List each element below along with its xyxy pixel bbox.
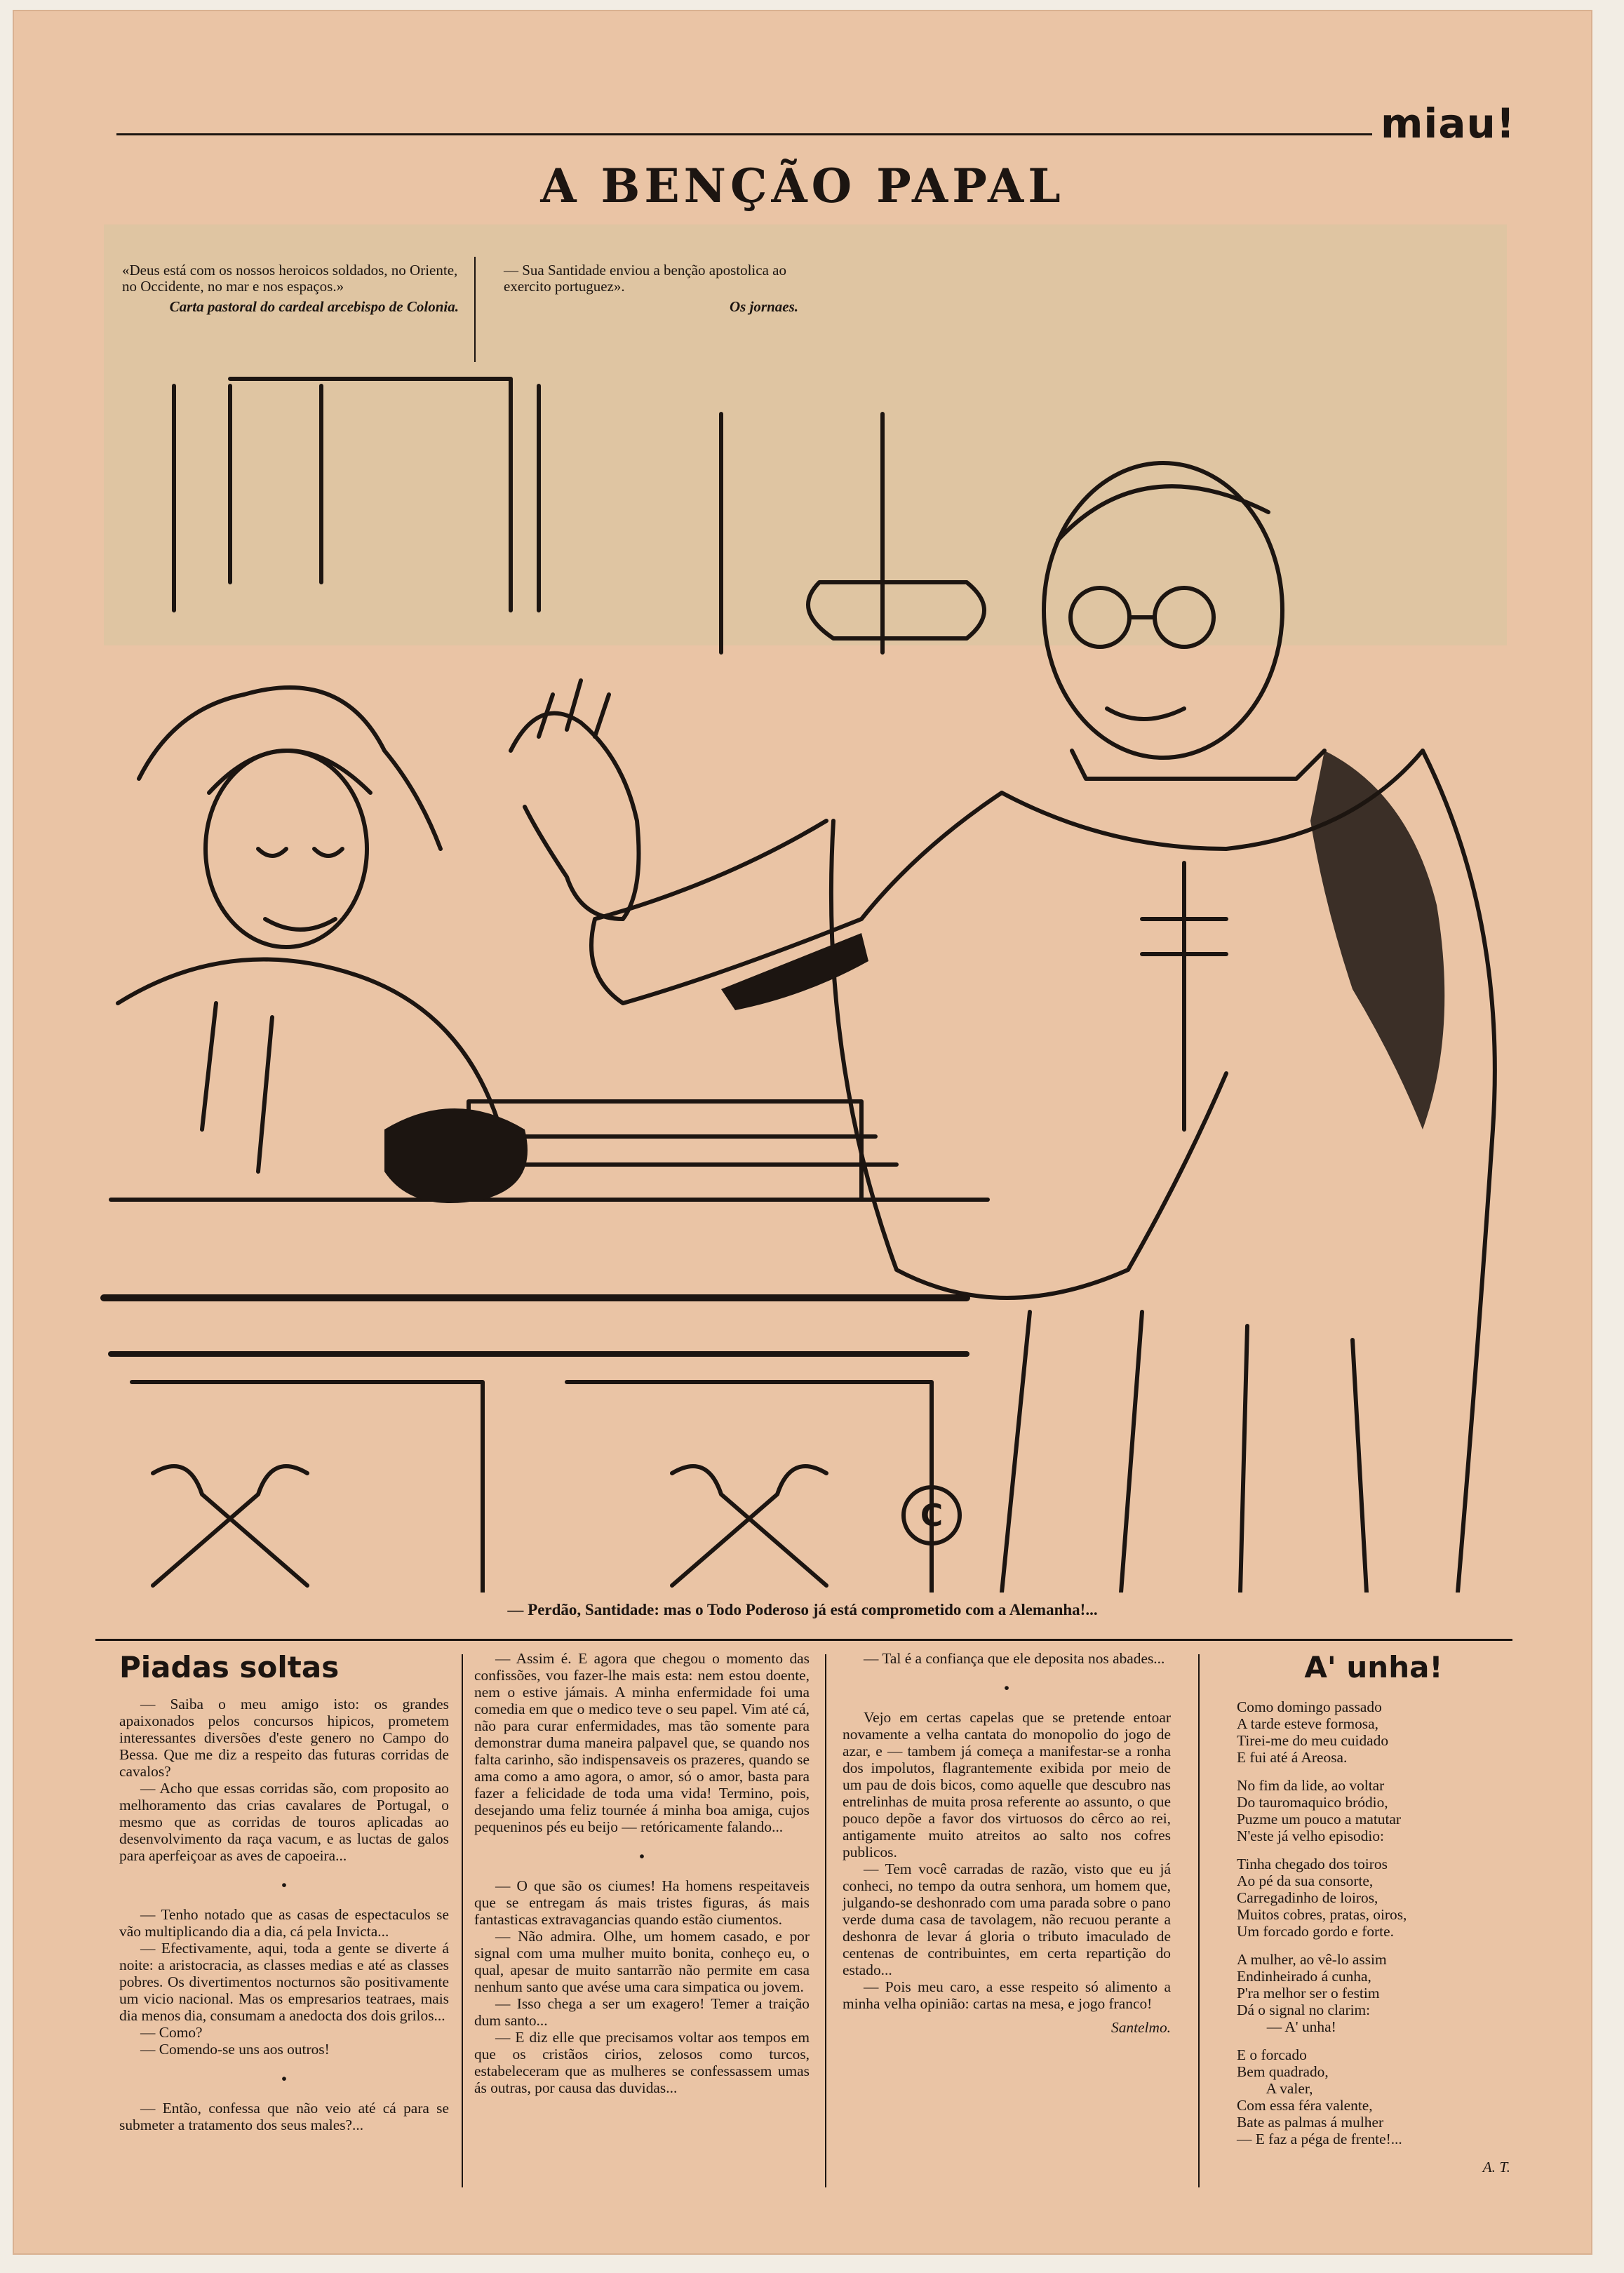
piada-paragraph: — Pois meu caro, a esse respeito só alimento a minha velha opinião: cartas na mesa, e jogo franco! xyxy=(843,1978,1171,2012)
poem-line: Tirei-me do meu cuidado xyxy=(1237,1732,1389,1749)
epigraph-left-text: «Deus está com os nossos heroicos soldados, no Oriente, no Occidente, no mar e nos espaços.» xyxy=(122,262,458,295)
poem-line: Tinha chegado dos toiros xyxy=(1237,1856,1388,1872)
poem-line: Endinheirado á cunha, xyxy=(1237,1968,1371,1985)
epigraph-right-text: — Sua Santidade enviou a benção apostolica ao exercito portuguez». xyxy=(504,262,786,295)
piada-paragraph: — Como? xyxy=(140,2024,203,2041)
poem-line: Do tauromaquico bródio, xyxy=(1237,1794,1388,1811)
poem-line: Bate as palmas á mulher xyxy=(1237,2114,1384,2131)
section-separator-star: • xyxy=(281,1877,287,1893)
piada-paragraph: — Tal é a confiança que ele deposita nos abades... xyxy=(864,1650,1165,1667)
poem-title: A' unha! xyxy=(1304,1650,1443,1684)
poem-line: A mulher, ao vê-lo assim xyxy=(1237,1951,1387,1968)
piada-paragraph: — Efectivamente, aqui, toda a gente se diverte á noite: a aristocracia, as classes medias e até as classes pobres. Os divertimentos nocturnos são positivamente um vicio nacional. Mas os empresarios teatraes, mais dia menos dia, consumam a anedocta dos dois grilos... xyxy=(119,1940,449,2024)
poem-line: P'ra melhor ser o festim xyxy=(1237,1985,1380,2002)
newspaper-page xyxy=(13,10,1592,2255)
page-title: A BENÇÃO PAPAL xyxy=(540,159,1065,213)
piada-paragraph: — E diz elle que precisamos voltar aos tempos em que os cristãos cirios, zelosos como turcos, estabeleceram que as mulheres se confessassem umas ás outras, por causa das duvidas... xyxy=(474,2029,810,2096)
column-3 xyxy=(843,1650,1171,2036)
piada-paragraph: — Tem você carradas de razão, visto que eu já conheci, no tempo da outra senhora, um homem que, julgando-se deshonrado com uma parada sobre o pano verde duma casa de tavolagem, não recuou perante a deshonra de levar á gloria o tributo imaculado de centenas de contribuintes, em certa repartição do estado... xyxy=(843,1860,1171,1978)
column-1 xyxy=(119,1650,449,2133)
piada-paragraph: — Acho que essas corridas são, com proposito ao melhoramento das crias cavalares de Portugal, o mesmo que as corridas de touros aplicadas ao desenvolvimento da raça vacum, e as luctas de galos para aperfeiçoar as aves de capoeira... xyxy=(119,1780,449,1864)
poem-line: Como domingo passado xyxy=(1237,1698,1382,1715)
piada-paragraph: — Isso chega a ser um exagero! Temer a traição dum santo... xyxy=(474,1995,810,2029)
piadas-signature: Santelmo. xyxy=(1111,2019,1171,2036)
poem-stanza xyxy=(1237,1698,1510,1766)
masthead-brand: miau! xyxy=(1381,100,1516,147)
poem-line: No fim da lide, ao voltar xyxy=(1237,1777,1385,1794)
poem-line: Carregadinho de loiros, xyxy=(1237,1889,1378,1906)
column-separator xyxy=(825,1654,826,2187)
poem-signature: A. T. xyxy=(1482,2159,1510,2175)
cartoon-caption: — Perdão, Santidade: mas o Todo Poderoso já está comprometido com a Alemanha!... xyxy=(507,1601,1098,1618)
poem-stanza xyxy=(1237,2046,1510,2147)
poem-line: Ao pé da sua consorte, xyxy=(1237,1872,1374,1889)
poem-line: Um forcado gordo e forte. xyxy=(1237,1923,1394,1940)
poem-line: — A' unha! xyxy=(1237,2018,1336,2035)
piada-paragraph: — Saiba o meu amigo isto: os grandes apaixonados pelos concursos hipicos, prometem interessantes diversões d'este genero no Campo do Bessa. Que me diz a respeito das futuras corridas de cavalos? xyxy=(119,1696,449,1780)
section-separator-star: • xyxy=(281,2070,287,2087)
poem-line: Com essa féra valente, xyxy=(1237,2097,1373,2114)
piada-paragraph: — Então, confessa que não veio até cá para se submeter a tratamento dos seus males?... xyxy=(119,2100,449,2133)
piada-paragraph: — Tenho notado que as casas de espectaculos se vão multiplicando dia a dia, cá pela Invicta... xyxy=(119,1906,449,1940)
poem-line: E o forcado xyxy=(1237,2046,1307,2063)
epigraph-left xyxy=(122,262,459,315)
epigraph-right xyxy=(504,262,798,315)
column-separator xyxy=(1198,1654,1200,2187)
poem-stanza xyxy=(1237,1951,1510,2035)
poem-line: Puzme um pouco a matutar xyxy=(1237,1811,1402,1828)
column-separator xyxy=(462,1654,463,2187)
quote-separator xyxy=(474,257,476,362)
piadas-title: Piadas soltas xyxy=(119,1650,340,1684)
section-separator-star: • xyxy=(1004,1679,1009,1696)
piada-paragraph: — O que são os ciumes! Ha homens respeitaveis que se entregam ás mais tristes figuras, ás mais fantasticas extravagancias quando estão ciumentos. xyxy=(474,1877,810,1928)
poem-line: N'este já velho episodio: xyxy=(1237,1828,1384,1844)
piada-paragraph: — Assim é. E agora que chegou o momento das confissões, vou fazer-lhe mais esta: nem estou doente, nem o estive jámais. A minha enfermidade foi uma comedia em que o medico teve o seu papel. Vim até cá, não para curar enfermidades, mas tão somente para demonstrar duma maneira palpavel que, se quando nos falta carinho, são indispensaveis os prazeres, quando se ama como a amo agora, o amor, só o amor, basta para fazer a felicidade de toda uma vida! Termino, pois, desejando uma feliz tournée á minha boa amiga, cujos pequeninos pés eu beijo — retóricamente falando... xyxy=(474,1650,810,1835)
poem-stanza xyxy=(1237,1856,1510,1940)
artist-signature-mark: C xyxy=(920,1498,944,1534)
poem-line: Muitos cobres, pratas, oiros, xyxy=(1237,1906,1407,1923)
poem-line: A tarde esteve formosa, xyxy=(1237,1715,1378,1732)
masthead-rule xyxy=(116,133,1372,135)
poem-line: E fui até á Areosa. xyxy=(1237,1749,1348,1766)
poem-stanza xyxy=(1237,1777,1510,1844)
poem-line: — E faz a péga de frente!... xyxy=(1237,2131,1402,2147)
poem-line: A valer, xyxy=(1237,2080,1313,2097)
cartoon-illustration xyxy=(90,217,1521,1593)
poem-line: Bem quadrado, xyxy=(1237,2063,1329,2080)
piada-paragraph: — Comendo-se uns aos outros! xyxy=(140,2041,330,2058)
column-2 xyxy=(474,1650,810,2096)
piada-paragraph: — Não admira. Olhe, um homem casado, e por signal com uma mulher muito bonita, conheço eu, o qual, apesar de muito santarrão não permite em casa nenhum santo que avése uma cara simpatica ou jovem. xyxy=(474,1928,810,1995)
epigraph-left-source: Carta pastoral do cardeal arcebispo de Colonia. xyxy=(169,298,459,315)
epigraph-right-source: Os jornaes. xyxy=(729,298,798,315)
section-separator-star: • xyxy=(639,1848,645,1865)
caption-rule xyxy=(95,1639,1512,1641)
poem-line: Dá o signal no clarim: xyxy=(1237,2002,1371,2018)
piada-paragraph: Vejo em certas capelas que se pretende entoar novamente a velha cantata do monopolio do jogo de azar, e — tambem já começa a manifestar-se a ronha dos impolutos, flagrantemente exibida por meio de um pau de dois bicos, como aquelle que descubro nas entrelinhas de muita prosa referente ao assunto, o que pouco depõe a favor dos virtuosos do cêrco ao rei, antigamente muito atreitos ao salto nos cofres publicos. xyxy=(843,1709,1171,1860)
column-4-poem xyxy=(1237,1650,1510,2175)
